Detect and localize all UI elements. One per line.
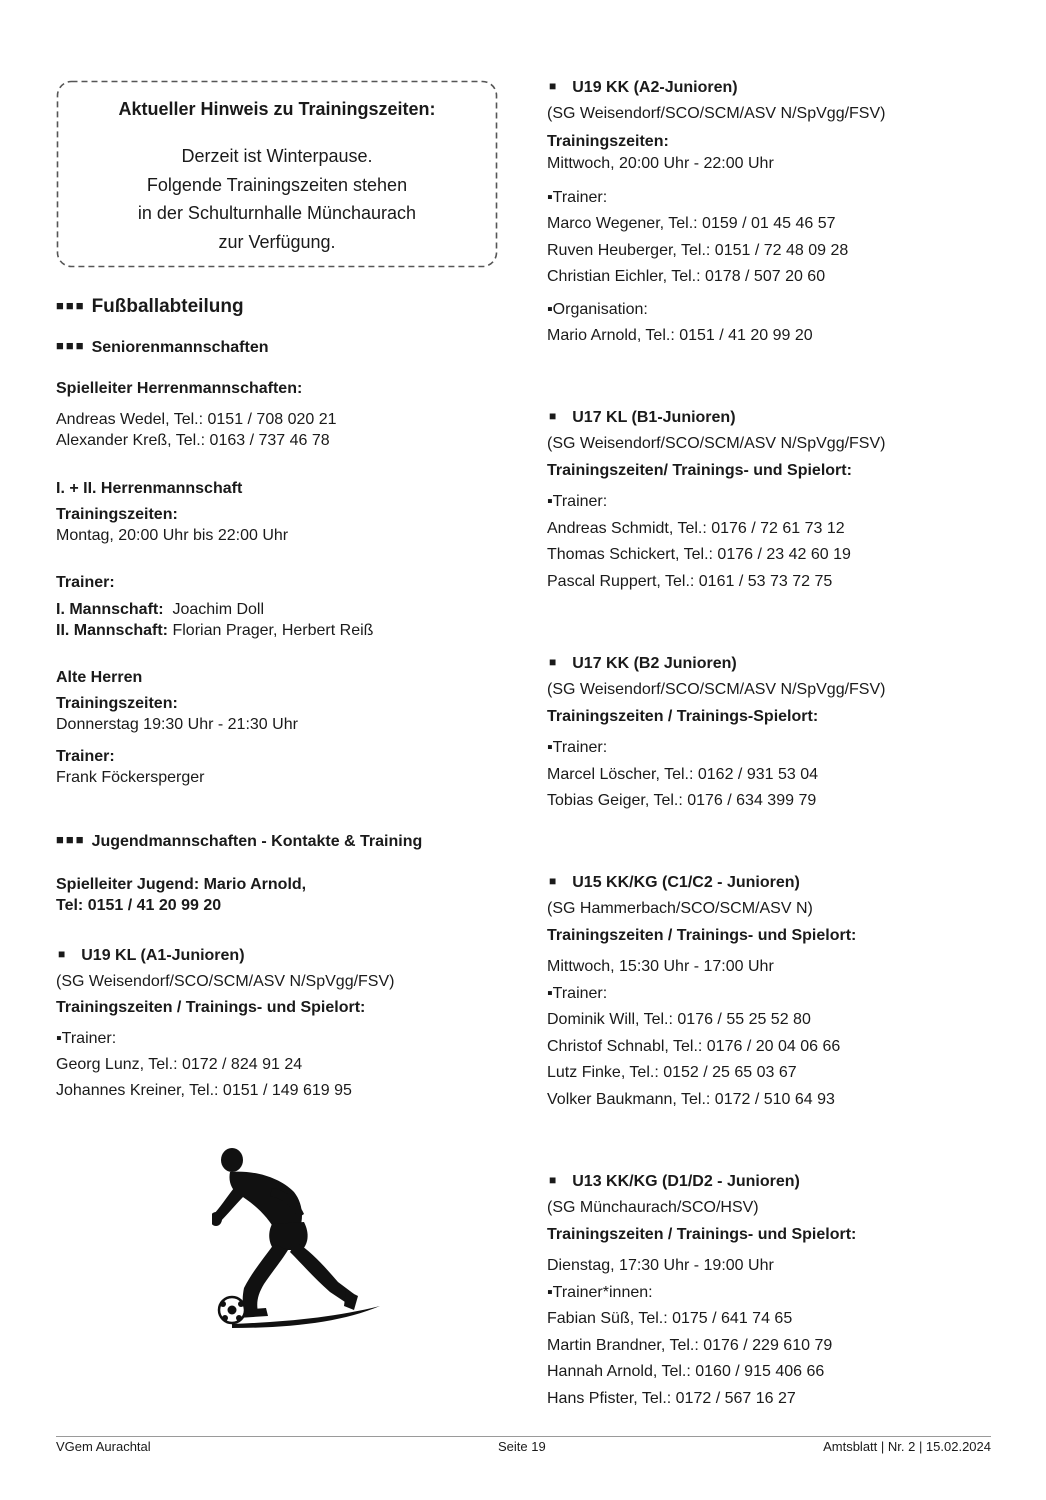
section-youth: [56, 832, 422, 851]
team-title: U19 KK (A2-Junioren): [572, 79, 738, 96]
page-footer: [56, 1436, 991, 1454]
youth-spielleiter-line: Spielleiter Jugend: Mario Arnold,: [56, 876, 307, 893]
notice-line: Folgende Trainingszeiten stehen: [146, 174, 408, 195]
team-sg: (SG Weisendorf/SCO/SCM/ASV N/SpVgg/FSV): [547, 105, 886, 122]
trainer-line: Hannah Arnold, Tel.: 0160 / 915 406 66: [547, 1363, 825, 1380]
notice-title: Aktueller Hinweis zu Trainingszeiten:: [118, 99, 436, 119]
contact-line: Alexander Kreß, Tel.: 0163 / 737 46 78: [56, 432, 330, 449]
youth-spielleiter-phone: Tel: 0151 / 41 20 99 20: [56, 897, 222, 914]
u15-block: [547, 868, 856, 1113]
u17kk-block: [547, 649, 885, 815]
notice-text: [56, 142, 498, 256]
team-sg: (SG Hammerbach/SCO/SCM/ASV N): [547, 900, 813, 917]
trainer-line: Volker Baukmann, Tel.: 0172 / 510 64 93: [547, 1090, 835, 1108]
times-label: Trainingszeiten:: [56, 695, 178, 712]
u17kl-block: [547, 403, 885, 595]
times-value: Dienstag, 17:30 Uhr - 19:00 Uhr: [547, 1257, 774, 1274]
times-label: Trainingszeiten / Trainings- und Spielort:: [56, 999, 366, 1016]
trainer-line: Pascal Ruppert, Tel.: 0161 / 53 73 72 75: [547, 572, 833, 590]
trainer-label: ▪Trainer*innen:: [547, 1283, 653, 1301]
notice-line: Derzeit ist Winterpause.: [181, 146, 373, 166]
footer-page-number: Seite 19: [498, 1439, 546, 1454]
trainer-label: ▪Trainer:: [547, 984, 608, 1002]
trainer-line: Georg Lunz, Tel.: 0172 / 824 91 24: [56, 1056, 303, 1073]
u19kk-title: [547, 73, 885, 101]
alte-herren-trainer: [56, 746, 205, 788]
team-title: U17 KL (B1-Junioren): [572, 409, 736, 426]
trainer-line: Marco Wegener, Tel.: 0159 / 01 45 46 57: [547, 215, 836, 232]
trainer-line: Martin Brandner, Tel.: 0176 / 229 610 79: [547, 1336, 833, 1354]
u13-title: [547, 1167, 856, 1195]
trainer-line: Thomas Schickert, Tel.: 0176 / 23 42 60 19: [547, 546, 851, 563]
times-value: Montag, 20:00 Uhr bis 22:00 Uhr: [56, 527, 289, 544]
trainer-line: Andreas Schmidt, Tel.: 0176 / 72 61 73 12: [547, 519, 845, 537]
u19kk-block: [547, 73, 885, 349]
u13-block: [547, 1167, 856, 1412]
soccer-player-silhouette-icon: [212, 1146, 382, 1330]
trainer-label: ▪Trainer:: [56, 1030, 117, 1047]
square-bullet-icon: ■: [549, 1173, 557, 1187]
square-bullet-icon: ■: [549, 79, 557, 93]
team-sg: (SG Weisendorf/SCO/SCM/ASV N/SpVgg/FSV): [547, 681, 886, 698]
team-trainers: [56, 599, 373, 641]
footer-right: Amtsblatt | Nr. 2 | 15.02.2024: [823, 1439, 991, 1454]
team12-times: [56, 504, 288, 546]
trainer-line: Fabian Süß, Tel.: 0175 / 641 74 65: [547, 1310, 793, 1327]
team2-trainer: Florian Prager, Herbert Reiß: [172, 622, 374, 639]
team1-label: I. Mannschaft:: [56, 601, 164, 618]
team12-title: I. + II. Herrenmannschaft: [56, 480, 243, 497]
team-title: U13 KK/KG (D1/D2 - Junioren): [572, 1173, 800, 1190]
triple-square-bullet-icon: ■■■: [56, 338, 86, 353]
trainer-name: Frank Föckersperger: [56, 769, 205, 786]
trainer-label: Trainer:: [56, 574, 115, 591]
trainer-label: ▪Trainer:: [547, 493, 608, 510]
contact-line: Andreas Wedel, Tel.: 0151 / 708 020 21: [56, 411, 337, 428]
notice-line: zur Verfügung.: [218, 231, 336, 252]
team-title: U17 KK (B2 Junioren): [572, 655, 737, 672]
seniors-title: Seniorenmannschaften: [91, 339, 269, 356]
team-sg: (SG Münchaurach/SCO/HSV): [547, 1199, 759, 1216]
alte-herren-times: [56, 693, 298, 735]
times-label: Trainingszeiten / Trainings- und Spielort:: [547, 926, 857, 944]
times-label: Trainingszeiten / Trainings- und Spielort:: [547, 1225, 857, 1243]
trainer-line: Tobias Geiger, Tel.: 0176 / 634 399 79: [547, 792, 817, 809]
youth-title: Jugendmannschaften - Kontakte & Training: [91, 833, 423, 850]
trainer-line: Ruven Heuberger, Tel.: 0151 / 72 48 09 28: [547, 241, 849, 259]
square-bullet-icon: ■: [549, 409, 557, 423]
trainer-line: Christof Schnabl, Tel.: 0176 / 20 04 06 66: [547, 1037, 841, 1055]
section-seniors: [56, 338, 269, 357]
trainer-line: Lutz Finke, Tel.: 0152 / 25 65 03 67: [547, 1064, 797, 1081]
youth-spielleiter: [56, 874, 306, 916]
org-label: ▪Organisation:: [547, 300, 648, 318]
times-value: Mittwoch, 15:30 Uhr - 17:00 Uhr: [547, 958, 774, 975]
spielleiter-list: [56, 409, 337, 451]
team-sg: (SG Weisendorf/SCO/SCM/ASV N/SpVgg/FSV): [547, 435, 886, 452]
times-value: Donnerstag 19:30 Uhr - 21:30 Uhr: [56, 716, 298, 733]
trainer-line: Christian Eichler, Tel.: 0178 / 507 20 60: [547, 268, 826, 285]
square-bullet-icon: ■: [549, 874, 557, 888]
section-fussball: [56, 296, 244, 318]
team1-trainer-line: [56, 599, 373, 620]
times-label: Trainingszeiten / Trainings-Spielort:: [547, 707, 819, 725]
trainer-label: Trainer:: [56, 748, 115, 765]
u17kk-title: [547, 649, 885, 677]
trainer-line: Marcel Löscher, Tel.: 0162 / 931 53 04: [547, 765, 818, 783]
team-sg: (SG Weisendorf/SCO/SCM/ASV N/SpVgg/FSV): [56, 973, 395, 990]
notice-line: in der Schulturnhalle Münchaurach: [137, 203, 417, 223]
times-value: Mittwoch, 20:00 Uhr - 22:00 Uhr: [547, 155, 774, 172]
team-title: U19 KL (A1-Junioren): [81, 947, 245, 964]
trainer-line: Johannes Kreiner, Tel.: 0151 / 149 619 95: [56, 1082, 352, 1099]
u19kl-block: [56, 941, 394, 1104]
org-line: Mario Arnold, Tel.: 0151 / 41 20 99 20: [547, 326, 813, 344]
trainer-label: ▪Trainer:: [547, 189, 608, 206]
alte-herren-title: Alte Herren: [56, 669, 143, 686]
times-label: Trainingszeiten:: [547, 133, 669, 150]
triple-square-bullet-icon: ■■■: [56, 298, 86, 313]
trainer-line: Hans Pfister, Tel.: 0172 / 567 16 27: [547, 1389, 796, 1407]
team1-trainer: Joachim Doll: [172, 601, 265, 618]
team-title: U15 KK/KG (C1/C2 - Junioren): [572, 874, 800, 891]
team2-trainer-line: [56, 620, 373, 641]
team2-label: II. Mannschaft:: [56, 622, 169, 639]
footer-left: VGem Aurachtal: [56, 1439, 151, 1454]
section-title: Fußballabteilung: [91, 296, 244, 317]
trainer-line: Dominik Will, Tel.: 0176 / 55 25 52 80: [547, 1011, 811, 1028]
triple-square-bullet-icon: ■■■: [56, 832, 86, 847]
square-bullet-icon: ■: [549, 655, 557, 669]
u17kl-title: [547, 403, 885, 431]
times-label: Trainingszeiten/ Trainings- und Spielort:: [547, 461, 852, 479]
u19kl-title: [56, 941, 394, 969]
times-label: Trainingszeiten:: [56, 506, 178, 523]
u15-title: [547, 868, 856, 896]
trainer-label: ▪Trainer:: [547, 739, 608, 756]
square-bullet-icon: ■: [58, 947, 66, 961]
spielleiter-label: Spielleiter Herrenmannschaften:: [56, 380, 303, 397]
